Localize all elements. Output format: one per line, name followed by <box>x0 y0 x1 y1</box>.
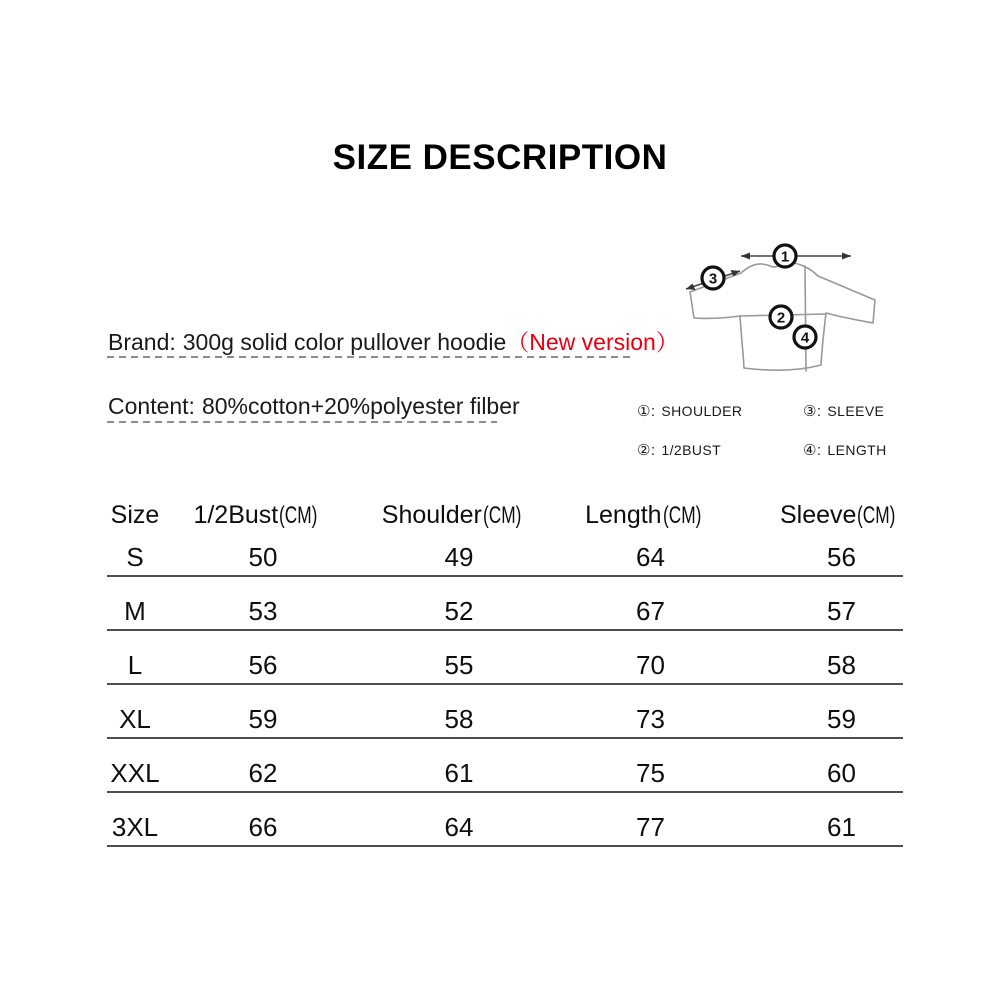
size-row <box>107 576 903 630</box>
measurement-value: 61 <box>363 738 555 792</box>
measurement-value: 59 <box>163 684 363 738</box>
measurement-value: 49 <box>363 537 555 576</box>
legend-number: ④: <box>803 442 822 459</box>
measurement-value: 73 <box>555 684 746 738</box>
measurement-value: 70 <box>555 630 746 684</box>
badge-bust-number: 2 <box>776 309 786 327</box>
measurement-value: 53 <box>163 576 363 630</box>
legend-item <box>803 402 887 420</box>
size-row <box>107 792 903 846</box>
size-table <box>107 493 903 847</box>
legend-item <box>803 441 887 459</box>
size-label: XXL <box>107 738 163 792</box>
content-label: Content: <box>108 393 195 419</box>
size-label: XL <box>107 684 163 738</box>
legend-number: ③: <box>803 403 822 420</box>
legend-item <box>637 402 803 420</box>
size-row <box>107 537 903 576</box>
size-row <box>107 684 903 738</box>
brand-underline <box>107 356 633 358</box>
measurement-value: 77 <box>555 792 746 846</box>
legend-label: SLEEVE <box>827 403 885 419</box>
measurement-value: 60 <box>746 738 903 792</box>
legend-label: SHOULDER <box>661 403 743 419</box>
measurement-value: 52 <box>363 576 555 630</box>
measurement-value: 57 <box>746 576 903 630</box>
column-header <box>163 493 363 537</box>
badge-shoulder-number: 1 <box>780 248 790 266</box>
size-label: L <box>107 630 163 684</box>
column-header <box>107 493 163 537</box>
brand-label: Brand: <box>108 329 176 355</box>
content-value: 80%cotton+20%polyester filber <box>201 393 520 419</box>
page-title: SIZE DESCRIPTION <box>332 138 668 177</box>
measurement-value: 59 <box>746 684 903 738</box>
measurement-value: 67 <box>555 576 746 630</box>
column-unit: (CM) <box>482 501 522 529</box>
legend-number: ①: <box>637 403 656 420</box>
legend-item <box>637 441 803 459</box>
hoodie-diagram <box>663 230 895 396</box>
measurement-value: 61 <box>746 792 903 846</box>
column-label: 1/2Bust <box>193 500 279 529</box>
size-label: 3XL <box>107 792 163 846</box>
legend-label: LENGTH <box>827 442 887 458</box>
measurement-value: 56 <box>163 630 363 684</box>
legend-label: 1/2BUST <box>661 442 722 458</box>
brand-highlight: （New version） <box>506 329 679 355</box>
column-header <box>746 493 903 537</box>
measurement-value: 55 <box>363 630 555 684</box>
size-label: M <box>107 576 163 630</box>
table-header-row <box>107 493 903 537</box>
column-header <box>363 493 555 537</box>
measurement-value: 62 <box>163 738 363 792</box>
measurement-value: 75 <box>555 738 746 792</box>
badge-length-number: 4 <box>800 329 810 347</box>
brand-line <box>108 324 679 357</box>
column-label: Length <box>585 500 662 529</box>
legend-number: ②: <box>637 442 656 459</box>
measurement-value: 66 <box>163 792 363 846</box>
measurement-value: 50 <box>163 537 363 576</box>
measurement-value: 58 <box>746 630 903 684</box>
measure-legend <box>637 402 887 459</box>
content-line <box>108 393 520 420</box>
badge-sleeve-number: 3 <box>708 270 718 288</box>
measurement-value: 56 <box>746 537 903 576</box>
column-label: Shoulder <box>381 500 482 529</box>
brand-value: 300g solid color pullover hoodie <box>182 329 507 355</box>
length-measure-line <box>805 266 806 371</box>
column-header <box>555 493 746 537</box>
size-label: S <box>107 537 163 576</box>
size-row <box>107 738 903 792</box>
measurement-value: 64 <box>363 792 555 846</box>
measure-badges <box>702 245 816 348</box>
column-unit: (CM) <box>662 501 701 529</box>
size-row <box>107 630 903 684</box>
column-unit: (CM) <box>279 501 318 529</box>
column-label: Size <box>110 500 160 529</box>
measurement-value: 64 <box>555 537 746 576</box>
column-label: Sleeve <box>780 500 857 529</box>
content-underline <box>107 421 497 423</box>
measurement-value: 58 <box>363 684 555 738</box>
column-unit: (CM) <box>857 501 896 529</box>
